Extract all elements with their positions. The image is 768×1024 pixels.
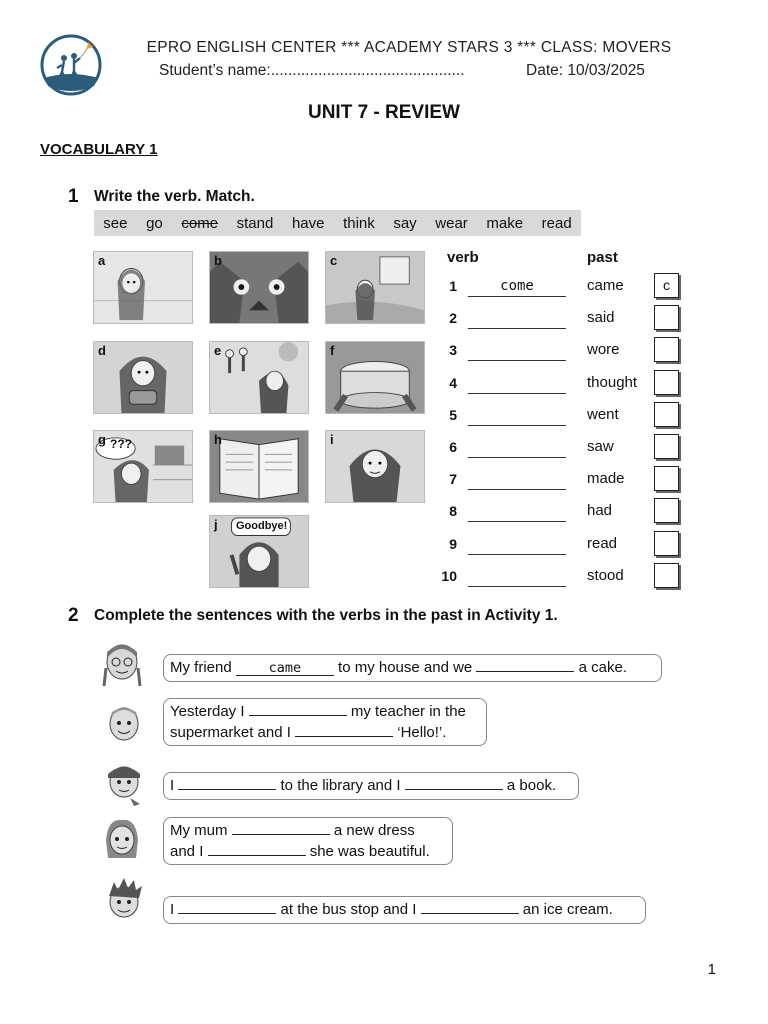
speech-bubble-text: ??? — [110, 437, 132, 451]
boy-avatar — [100, 700, 148, 750]
word-bank-item: come — [181, 214, 219, 232]
row-number: 2 — [449, 310, 457, 327]
picture-label: c — [330, 253, 338, 268]
picture-label: d — [98, 343, 106, 358]
activity-1-instruction: Write the verb. Match. — [94, 188, 255, 205]
answer-blank-4b[interactable] — [208, 841, 306, 856]
row-number: 7 — [449, 471, 457, 488]
picture-d — [93, 341, 193, 414]
vocabulary-heading: VOCABULARY 1 — [40, 141, 158, 158]
answer-blank-1a[interactable]: came — [236, 661, 334, 676]
picture-label: f — [330, 343, 335, 358]
match-answer-box[interactable] — [654, 434, 679, 459]
boy-spiky-hair-avatar — [100, 874, 148, 924]
row-number: 9 — [449, 535, 457, 552]
girl-avatar — [98, 814, 146, 864]
answer-blank-1b[interactable] — [476, 657, 574, 672]
verb-answer-line[interactable] — [468, 407, 566, 426]
sentence-5: I at the bus stop and I an ice cream. — [163, 896, 646, 924]
row-number: 10 — [441, 567, 457, 584]
past-form: read — [587, 534, 618, 552]
sentence-4: My mum a new dress and I she was beautiful. — [163, 817, 453, 865]
verb-answer-line[interactable]: come — [468, 278, 566, 297]
word-bank-item: wear — [435, 214, 468, 232]
word-bank — [94, 210, 581, 236]
past-form: made — [587, 470, 625, 488]
activity-2-instruction: Complete the sentences with the verbs in the past in Activity 1. — [94, 607, 558, 624]
match-answer-box[interactable] — [654, 498, 679, 523]
match-answer-box[interactable] — [654, 531, 679, 556]
verb-answer-line[interactable] — [468, 536, 566, 555]
date-label: Date: 10/03/2025 — [526, 62, 645, 79]
row-number: 4 — [449, 374, 457, 391]
sentence-2: Yesterday I my teacher in the supermarket and I ‘Hello!’. — [163, 698, 487, 746]
verb-column-header: verb — [447, 249, 479, 266]
row-number: 6 — [449, 439, 457, 455]
word-bank-item: stand — [236, 214, 274, 232]
verb-answer-line[interactable] — [468, 471, 566, 490]
row-number: 3 — [449, 342, 457, 359]
word-bank-item: read — [541, 214, 572, 232]
match-answer-box[interactable] — [654, 305, 679, 330]
match-answer-box[interactable] — [654, 370, 679, 395]
past-form: thought — [587, 373, 638, 391]
past-column-header: past — [587, 249, 618, 266]
past-form: stood — [587, 566, 624, 584]
past-form: said — [587, 309, 615, 327]
answer-blank-2a[interactable] — [249, 701, 347, 716]
picture-label: b — [214, 253, 222, 268]
activity-2-number: 2 — [68, 605, 79, 626]
picture-c — [325, 251, 425, 324]
answer-blank-3a[interactable] — [178, 775, 276, 790]
word-bank-item: have — [291, 214, 325, 232]
picture-label: g — [98, 432, 106, 447]
picture-j — [209, 515, 309, 588]
girl-hat-avatar — [100, 756, 148, 806]
row-number: 1 — [449, 278, 457, 294]
picture-g — [93, 430, 193, 503]
page-title: UNIT 7 - REVIEW — [307, 102, 460, 123]
picture-i — [325, 430, 425, 503]
word-bank-item: say — [393, 214, 417, 232]
past-form: wore — [587, 341, 620, 359]
student-name-field[interactable]: Student’s name:............................................. — [159, 62, 465, 79]
picture-label: e — [214, 343, 222, 358]
verb-answer-line[interactable] — [468, 310, 566, 329]
word-bank-item: go — [146, 214, 163, 232]
answer-blank-2b[interactable] — [295, 722, 393, 737]
match-answer-box[interactable] — [654, 337, 679, 362]
match-answer-box[interactable] — [654, 466, 679, 491]
match-answer-box[interactable]: c — [654, 273, 679, 298]
sentence-1: My friend came to my house and we a cake. — [163, 654, 662, 682]
match-answer-box[interactable] — [654, 402, 679, 427]
past-form: went — [587, 405, 619, 423]
past-form: had — [587, 502, 613, 520]
verb-answer-line[interactable] — [468, 568, 566, 587]
picture-e — [209, 341, 309, 414]
past-form: came — [587, 277, 624, 294]
picture-label: i — [330, 432, 334, 447]
row-number: 5 — [449, 406, 457, 423]
page-number: 1 — [707, 961, 716, 978]
picture-label: a — [98, 253, 106, 268]
word-bank-item: make — [486, 214, 524, 232]
picture-b — [209, 251, 309, 324]
word-bank-item: see — [103, 214, 128, 232]
header-line: EPRO ENGLISH CENTER *** ACADEMY STARS 3 *** CLASS: MOVERS — [146, 39, 672, 56]
sentence-3: I to the library and I a book. — [163, 772, 579, 800]
verb-answer-line[interactable] — [468, 342, 566, 361]
picture-label: j — [214, 517, 218, 532]
activity-1-number: 1 — [68, 186, 79, 207]
word-bank-item: think — [343, 214, 375, 232]
verb-answer-line[interactable] — [468, 439, 566, 458]
match-answer-box[interactable] — [654, 563, 679, 588]
speech-bubble-text: Goodbye! — [236, 520, 288, 532]
answer-blank-5b[interactable] — [421, 899, 519, 914]
picture-a — [93, 251, 193, 324]
verb-answer-line[interactable] — [468, 503, 566, 522]
answer-blank-5a[interactable] — [178, 899, 276, 914]
row-number: 8 — [449, 503, 457, 520]
verb-answer-line[interactable] — [468, 375, 566, 394]
girl-glasses-avatar — [98, 638, 146, 688]
picture-h — [209, 430, 309, 503]
past-form: saw — [587, 438, 614, 455]
picture-f — [325, 341, 425, 414]
picture-label: h — [214, 432, 222, 447]
answer-blank-4a[interactable] — [232, 820, 330, 835]
answer-blank-3b[interactable] — [405, 775, 503, 790]
